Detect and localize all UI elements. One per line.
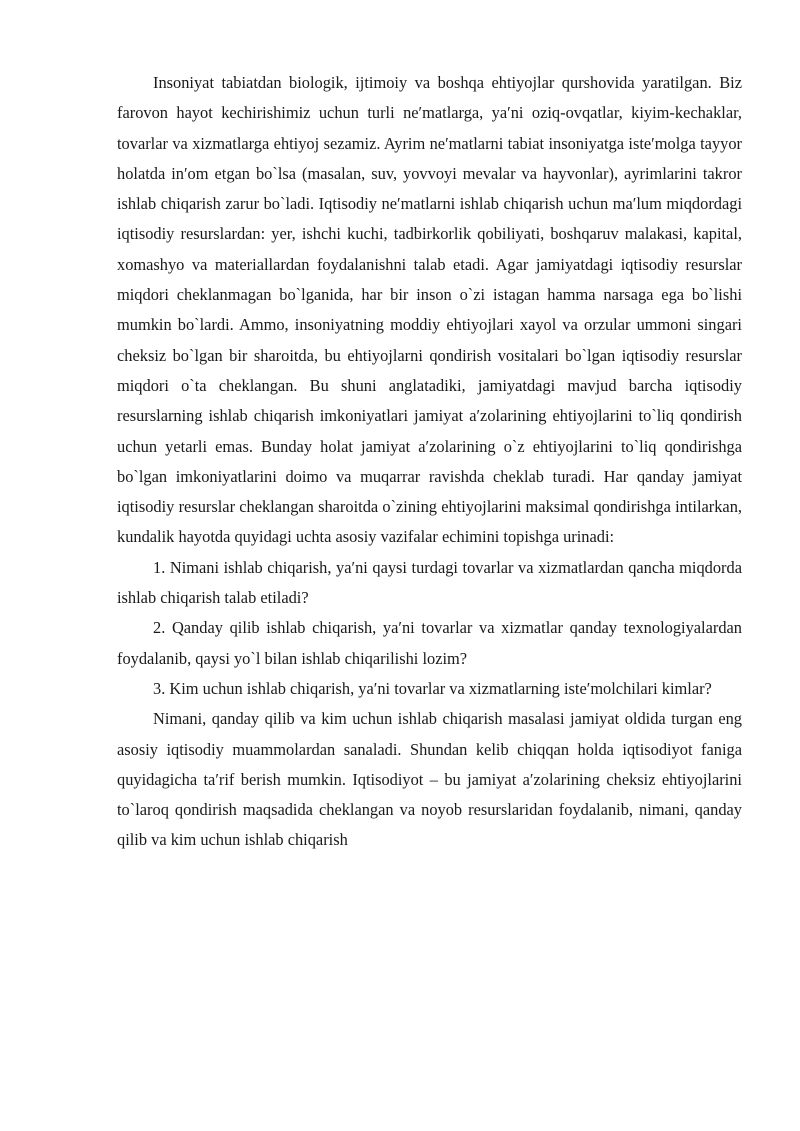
paragraph-intro: Insoniyat tabiatdan biologik, ijtimoiy va boshqa ehtiyojlar qurshovida yaratilgan. Biz farovon hayot kechirishimiz uchun turli ne′matlarga, ya′ni oziq-ovqatlar, kiyim-kechaklar, tovarlar va xizmatlarga ehtiyoj sezamiz. Ayrim ne′matlarni tabiat insoniyatga iste′molga tayyor holatda in′om etgan bo`lsa (masalan, suv, yovvoyi mevalar va hayvonlar), ayrimlarini takror ishlab chiqarish zarur bo`ladi. Iqtisodiy ne′matlarni ishlab chiqarish uchun ma′lum miqdordagi iqtisodiy resurslardan: yer, ishchi kuchi, tadbirkorlik qobiliyati, boshqaruv malakasi, kapital, xomashyo va materiallardan foydalanishni talab etadi. Agar jamiyatdagi iqtisodiy resurslar miqdori cheklanmagan bo`lganida, har bir inson o`zi istagan hamma narsaga ega bo`lishi mumkin bo`lardi. Ammo, insoniyatning moddiy ehtiyojlari xayol va orzular ummoni singari cheksiz bo`lgan bir sharoitda, bu ehtiyojlarni qondirish vositalari bo`lgan iqtisodiy resurslar miqdori o`ta cheklangan. Bu shuni anglatadiki, jamiyatdagi mavjud barcha iqtisodiy resurslarning ishlab chiqarish imkoniyatlari jamiyat a′zolarining ehtiyojlarini to`liq qondirish uchun yetarli emas. Bunday holat jamiyat a′zolarining o`z ehtiyojlarini to`liq qondirishga bo`lgan imkoniyatlarini doimo va muqarrar ravishda cheklab turadi. Har qanday jamiyat iqtisodiy resurslar cheklangan sharoitda o`zining ehtiyojlarini maksimal qondirishga intilarkan, kundalik hayotda quyidagi uchta asosiy vazifalar echimini topishga urinadi: bbox=[117, 73, 742, 547]
document-page bbox=[117, 68, 742, 856]
paragraph-definition: Nimani, qanday qilib va kim uchun ishlab chiqarish masalasi jamiyat oldida turgan eng asosiy iqtisodiy muammolardan sanaladi. Shundan kelib chiqqan holda iqtisodiyot faniga quyidagicha ta′rif berish mumkin. Iqtisodiyot – bu jamiyat a′zolarining cheksiz ehtiyojlarini to`laroq qondirish maqsadida cheklangan va noyob resurslaridan foydalanib, nimani, qanday qilib va kim uchun ishlab chiqarish bbox=[117, 709, 742, 850]
list-item-2: 2. Qanday qilib ishlab chiqarish, ya′ni tovarlar va xizmatlar qanday texnologiyalardan foydalanib, qaysi yo`l bilan ishlab chiqarilishi lozim? bbox=[117, 618, 742, 668]
list-item-1: 1. Nimani ishlab chiqarish, ya′ni qaysi turdagi tovarlar va xizmatlardan qancha miqdorda ishlab chiqarish talab etiladi? bbox=[117, 557, 742, 608]
list-item-3: 3. Kim uchun ishlab chiqarish, ya′ni tovarlar va xizmatlarning iste′molchilari kimlar? bbox=[153, 678, 712, 698]
